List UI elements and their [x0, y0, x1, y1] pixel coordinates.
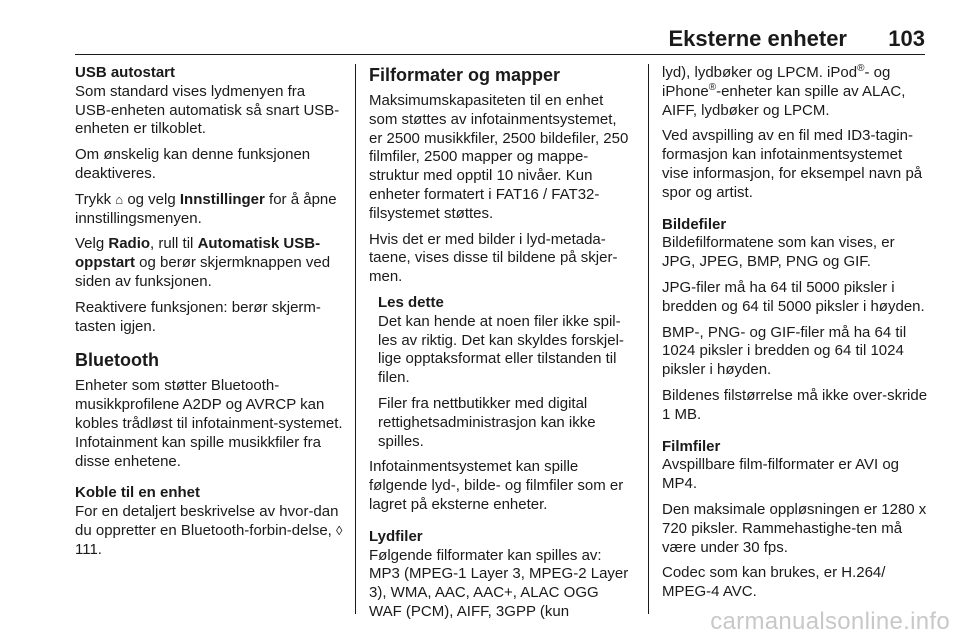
page-reference-icon: ◊: [336, 522, 343, 538]
usb-paragraph-2: Om ønskelig kan denne funksjonen deaktiveres.: [75, 146, 311, 182]
image-files-heading: Bildefiler: [662, 215, 727, 233]
page-reference: 111.: [75, 540, 102, 558]
text-run: og berør skjermknappen ved siden av funksjonen.: [75, 254, 331, 290]
usb-paragraph-5: Reaktivere funksjonen: berør skjerm-tasten igjen.: [75, 298, 321, 335]
image-formats-paragraph: Bildefilformatene som kan vises, er JPG, JPEG, BMP, PNG og GIF.: [662, 234, 895, 271]
home-icon: ⌂: [115, 191, 124, 207]
watermark: carmanualsonline.info: [710, 608, 950, 635]
settings-term: Innstillinger: [179, 190, 265, 208]
film-files-heading: Filmfiler: [662, 437, 721, 455]
text-run: Velg: [75, 235, 105, 253]
film-formats-paragraph: Avspillbare film-filformater er AVI og MP4.: [662, 456, 900, 493]
column-divider-2: [648, 64, 649, 614]
registered-mark: ®: [857, 63, 865, 74]
note-box: [378, 294, 634, 451]
column-3: [662, 64, 928, 609]
audio-files-heading: Lydfiler: [369, 527, 423, 545]
text-run: , rull til: [150, 235, 194, 253]
file-formats-heading: Filformater og mapper: [369, 65, 561, 85]
connect-device-paragraph: [75, 503, 345, 559]
text-run: -enheter kan spille av ALAC, AIFF, lydbøker og LPCM.: [662, 82, 906, 119]
auto-usb-term: Automatisk USB-oppstart: [75, 235, 321, 272]
film-resolution-paragraph: Den maksimale oppløsningen er 1280 x 720 piksler. Rammehastighe-ten må være under 30 fps.: [662, 500, 927, 556]
usb-paragraph-3: [75, 191, 345, 229]
bluetooth-heading: Bluetooth: [75, 350, 159, 371]
note-paragraph-2: Filer fra nettbutikker med digital rettighetsadministrasjon kan ikke spilles.: [378, 394, 596, 450]
usb-paragraph-1: Som standard vises lydmenyen fra USB-enheten automatisk så snart USB-enheten er tilkoblet.: [75, 82, 340, 138]
jpg-size-paragraph: JPG-filer må ha 64 til 5000 piksler i bredden og 64 til 5000 piksler i høyden.: [662, 278, 925, 315]
usb-paragraph-4: [75, 235, 345, 291]
radio-term: Radio: [108, 235, 151, 253]
bmp-size-paragraph: BMP-, PNG- og GIF-filer må ha 64 til 1024 piksler i bredden og 64 til 1024 piksler i høyden.: [662, 323, 907, 379]
column-1: [75, 64, 345, 567]
bluetooth-paragraph: Enheter som støtter Bluetooth-musikkprofilene A2DP og AVRCP kan kobles trådløst til infotainment-systemet. Infotainment kan spille musikkfiler fra disse enhetene.: [75, 377, 343, 470]
registered-mark: ®: [708, 81, 717, 93]
audio-continued-paragraph: [662, 64, 928, 120]
column-divider-1: [355, 64, 356, 614]
id3-paragraph: Ved avspilling av en fil med ID3-tagin-formasjon kan infotainmentsystemet vise informasjon, for eksempel navn på spor og artist.: [662, 127, 923, 201]
supported-files-paragraph: Infotainmentsystemet kan spille følgende lyd-, bilde- og filmfiler som er lagret på eksterne enheter.: [369, 458, 624, 513]
usb-autostart-heading: USB autostart: [75, 64, 176, 81]
page-number: 103: [888, 26, 925, 51]
text-run: For en detaljert beskrivelse av hvor-dan du oppretter en Bluetooth-forbin-delse,: [75, 503, 339, 539]
text-run: og velg: [127, 190, 176, 208]
text-run: for å åpne innstillingsmenyen.: [75, 190, 337, 227]
metadata-paragraph: Hvis det er med bilder i lyd-metada-taene, vises disse til bildene på skjer-men.: [369, 230, 618, 286]
note-heading: Les dette: [378, 293, 444, 311]
text-run: - og iPhone: [662, 64, 891, 100]
text-run: lyd), lydbøker og LPCM. iPod: [662, 64, 858, 81]
page-header: [75, 22, 925, 55]
image-filesize-paragraph: Bildenes filstørrelse må ikke over-skride 1 MB.: [662, 386, 928, 423]
capacity-paragraph: Maksimumskapasiteten til en enhet som støttes av infotainmentsystemet, er 2500 musikkfiler, 2500 bildefiler, 250 filmfiler, 2500 mapper og mappe-struktur med opptil 10 nivåer. Kun enheter formatert i FAT16 / FAT32-filsystemet støttes.: [369, 92, 629, 222]
audio-files-paragraph: Følgende filformater kan spilles av: MP3 (MPEG-1 Layer 3, MPEG-2 Layer 3), WMA, AAC, AAC+, ALAC OGG WAF (PCM), AIFF, 3GPP (kun: [369, 546, 629, 620]
page-title: Eksterne enheter: [668, 26, 847, 51]
codec-paragraph: Codec som kan brukes, er H.264/ MPEG-4 AVC.: [662, 564, 886, 601]
text-run: Trykk: [75, 190, 112, 208]
connect-device-heading: Koble til en enhet: [75, 484, 201, 502]
note-paragraph-1: Det kan hende at noen filer ikke spil-les av riktig. Det kan skyldes forskjel-lige opptaksformat eller tilstanden til filen.: [378, 312, 624, 387]
column-2: [369, 64, 634, 629]
